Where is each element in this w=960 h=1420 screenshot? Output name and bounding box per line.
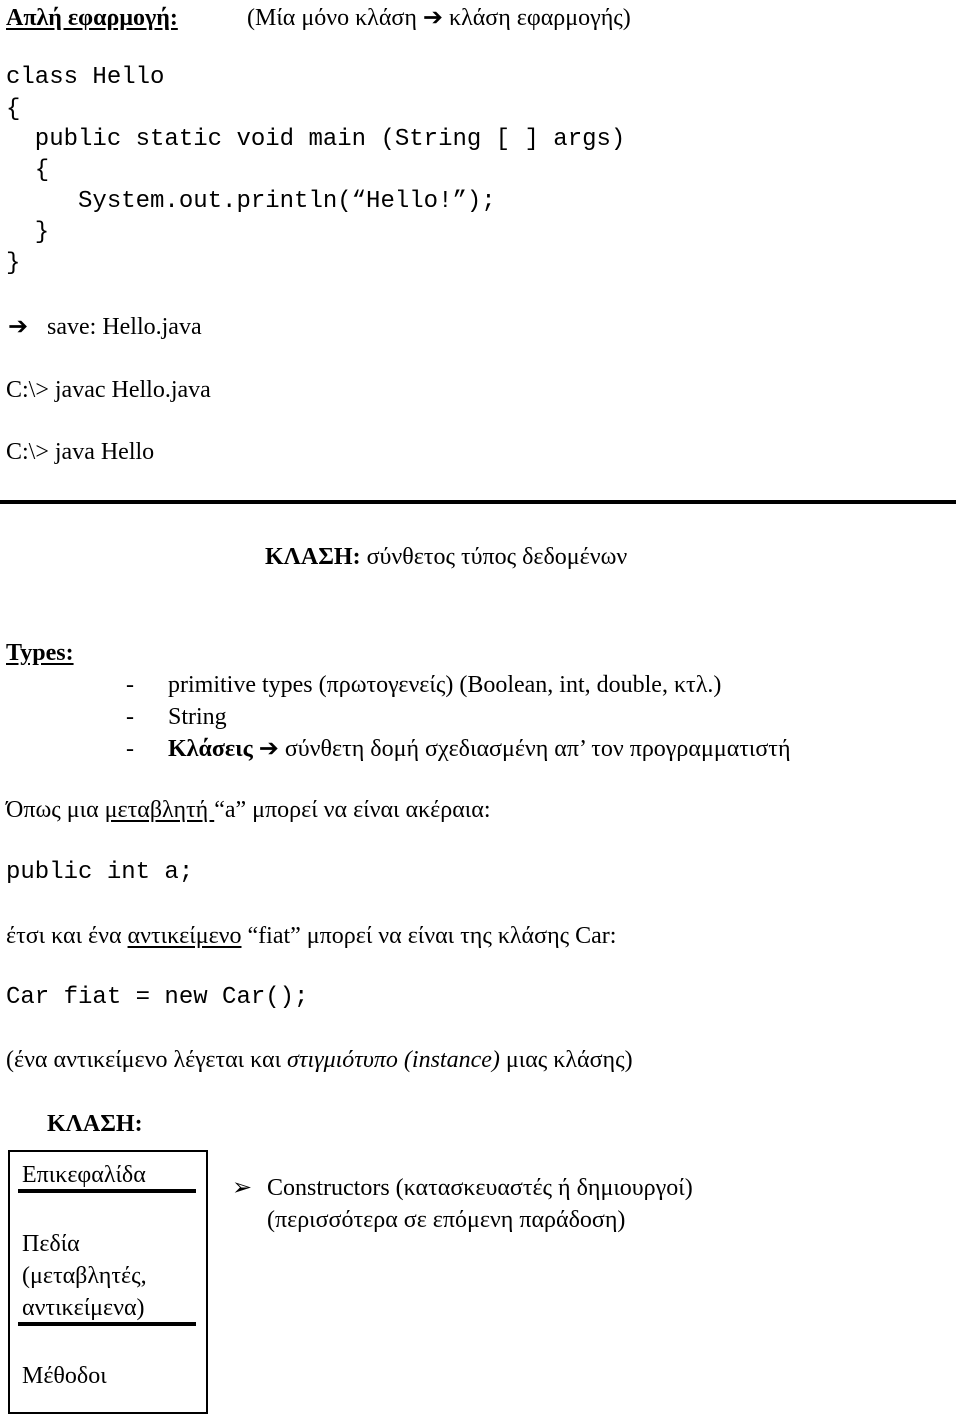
dash: - (126, 704, 134, 730)
code-line-1: class Hello (6, 64, 165, 91)
variable-prefix: Όπως μια (6, 797, 105, 823)
instance-sentence (6, 1048, 633, 1072)
types-heading: Types: (6, 640, 74, 666)
subtitle-prefix: (Μία μόνο κλάση (247, 5, 423, 31)
code-line-5: System.out.println(“Hello!”); (6, 188, 496, 215)
constructors-note: (περισσότερα σε επόμενη παράδοση) (267, 1207, 626, 1233)
bullet-arrow-icon: ➢ (232, 1175, 253, 1201)
right-arrow-icon: ➔ (258, 736, 279, 762)
horizontal-divider (0, 500, 956, 504)
object-code: Car fiat = new Car(); (6, 984, 309, 1011)
constructors-line: Constructors (κατασκευαστές ή δημιουργοί) (267, 1175, 693, 1201)
save-step: save: Hello.java (47, 314, 202, 340)
types-item-primitive: primitive types (πρωτογενείς) (Boolean, int, double, κτλ.) (168, 672, 722, 698)
run-command: C:\> java Hello (6, 439, 155, 465)
section-title: Απλή εφαρμογή: (6, 5, 178, 31)
code-line-7: } (6, 250, 21, 277)
classes-description: σύνθετη δομή σχεδιασμένη απ’ τον προγραμματιστή (278, 736, 791, 762)
class-box-fields-detail: (μεταβλητές, (22, 1263, 147, 1289)
code-line-2: { (6, 96, 21, 123)
code-line-3: public static void main (String [ ] args) (6, 126, 626, 153)
class-box-divider (18, 1322, 196, 1326)
instance-suffix: μιας κλάσης) (499, 1047, 633, 1073)
object-prefix: έτσι και ένα (6, 923, 128, 949)
instance-term: στιγμιότυπο (instance) (287, 1047, 500, 1073)
dash: - (126, 736, 134, 762)
variable-sentence (6, 798, 491, 822)
variable-term: μεταβλητή (104, 797, 215, 823)
class-box-fields: Πεδία (22, 1231, 80, 1257)
class-box-fields-detail: αντικείμενα) (22, 1295, 145, 1321)
object-sentence (6, 924, 616, 948)
class-description: σύνθετος τύπος δεδομένων (360, 544, 628, 570)
right-arrow-icon: ➔ (8, 314, 29, 340)
variable-code: public int a; (6, 859, 194, 886)
code-line-6: } (6, 219, 50, 246)
classes-label: Κλάσεις (168, 736, 253, 762)
class-box-header: Επικεφαλίδα (22, 1162, 146, 1188)
object-suffix: “fiat” μπορεί να είναι της κλάσης Car: (241, 923, 617, 949)
right-arrow-icon: ➔ (422, 5, 443, 31)
variable-suffix: “a” μπορεί να είναι ακέραια: (214, 797, 491, 823)
class-box-methods: Μέθοδοι (22, 1363, 107, 1389)
section-subtitle (247, 6, 631, 30)
types-item-classes (168, 737, 791, 761)
subtitle-suffix: κλάση εφαρμογής) (442, 5, 631, 31)
compile-command: C:\> javac Hello.java (6, 377, 211, 403)
instance-prefix: (ένα αντικείμενο λέγεται και (6, 1047, 288, 1073)
class-definition (265, 545, 627, 569)
class-box-title: ΚΛΑΣΗ: (47, 1111, 143, 1137)
dash: - (126, 672, 134, 698)
types-item-string: String (168, 704, 227, 730)
code-line-4: { (6, 157, 50, 184)
class-label: ΚΛΑΣΗ: (265, 544, 361, 570)
class-box-divider (18, 1189, 196, 1193)
object-term: αντικείμενο (127, 923, 242, 949)
